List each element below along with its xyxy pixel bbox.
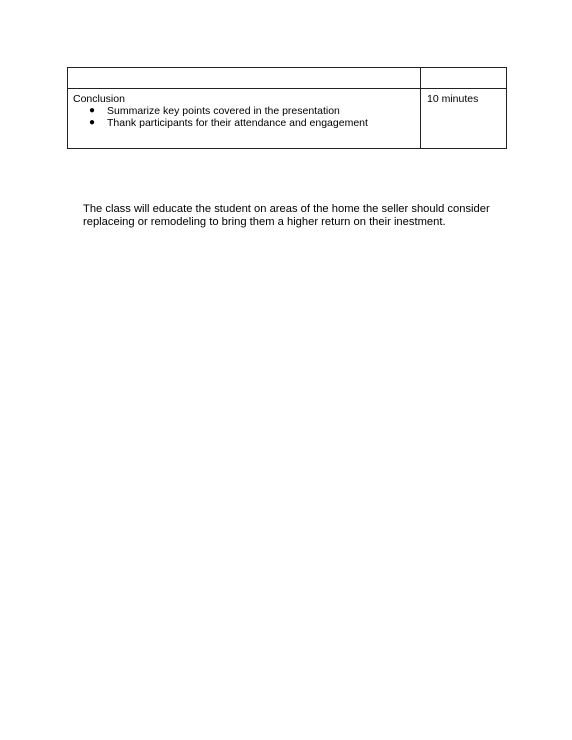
- time-cell: [421, 68, 507, 89]
- topic-cell: [68, 89, 421, 149]
- list-item-text: Thank participants for their attendance and engagement: [107, 117, 368, 129]
- body-paragraph-line: The class will educate the student on areas of the home the seller should consider: [83, 203, 490, 215]
- list-item: [73, 105, 415, 117]
- list-item-text: Summarize key points covered in the presentation: [107, 105, 340, 117]
- table-row: [68, 89, 507, 149]
- agenda-table: [67, 67, 507, 149]
- body-paragraph: [83, 203, 503, 229]
- list-item: [73, 117, 415, 129]
- duration-text: 10 minutes: [427, 93, 479, 105]
- bullet-icon: ●: [89, 105, 96, 116]
- table-row: [68, 68, 507, 89]
- section-title: Conclusion: [73, 93, 125, 105]
- bullet-icon: ●: [89, 117, 96, 128]
- bullet-list: [73, 105, 415, 129]
- body-paragraph-line: replaceing or remodeling to bring them a higher return on their inestment.: [83, 216, 446, 228]
- topic-cell: [68, 68, 421, 89]
- time-cell: [421, 89, 507, 149]
